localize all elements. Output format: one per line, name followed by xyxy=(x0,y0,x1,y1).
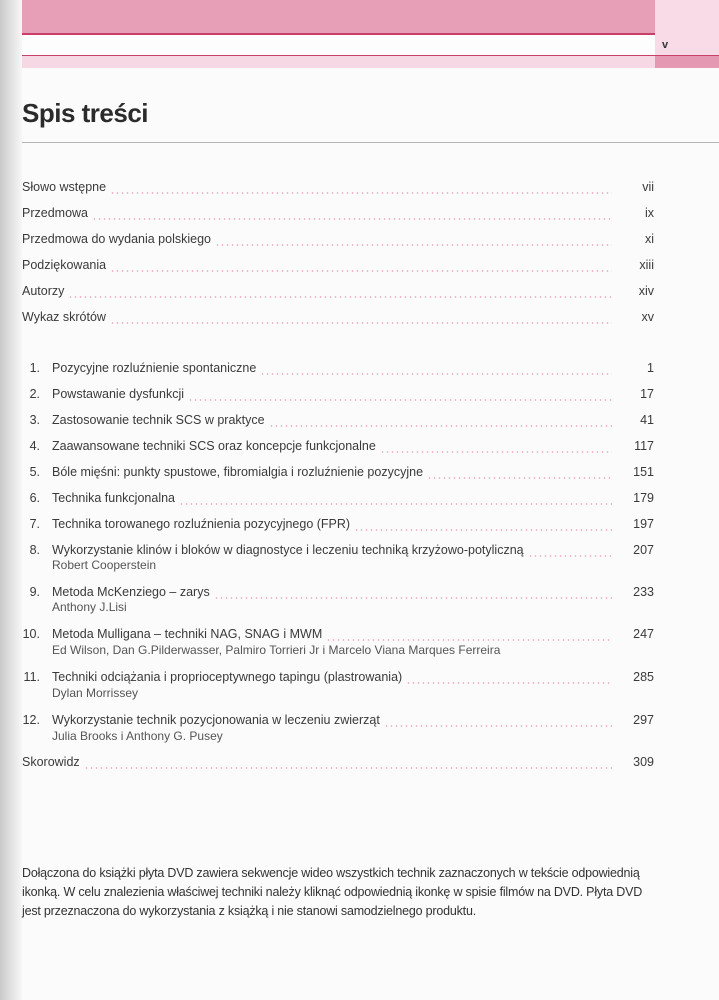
leader-dots xyxy=(528,555,612,557)
page-number: v xyxy=(662,39,669,51)
chapter-author: Dylan Morrissey xyxy=(52,686,139,700)
chapter-number: 7. xyxy=(29,517,40,531)
entry-label: Przedmowa xyxy=(22,206,88,220)
leader-dots xyxy=(326,639,612,641)
entry-label: Autorzy xyxy=(22,284,65,298)
chapter-number: 5. xyxy=(29,465,40,479)
chapter-page: 285 xyxy=(633,670,654,684)
chapter-number: 6. xyxy=(29,491,40,505)
entry-page: xv xyxy=(641,310,654,324)
chapter-page: 297 xyxy=(633,713,654,727)
chapter-title: Technika torowanego rozluźnienia pozycyjnego (FPR) xyxy=(52,517,351,531)
chapter-number: 10. xyxy=(22,627,40,641)
entry-page: vii xyxy=(642,180,654,194)
chapter-page: 179 xyxy=(633,491,654,505)
chapter-page: 197 xyxy=(633,517,654,531)
dvd-note: Dołączona do książki płyta DVD zawiera sekwencje wideo wszystkich technik zaznaczonych w tekście odpowiednią ikonką. W celu znalezienia właściwej techniki należy kliknąć odpowiednią ikonkę w spisie filmów na DVD. Płyta DVD jest przeznaczona do wykorzystania z książką i nie stanowi samodzielnego produktu. xyxy=(22,866,643,918)
chapter-page: 17 xyxy=(640,387,654,401)
entry-page: xiii xyxy=(639,258,654,272)
chapter-page: 207 xyxy=(633,543,654,557)
chapter-number: 11. xyxy=(23,670,40,684)
entry-page: ix xyxy=(644,206,654,220)
chapter-number: 3. xyxy=(29,413,40,427)
entry-label: Przedmowa do wydania polskiego xyxy=(22,232,211,246)
chapter-page: 233 xyxy=(633,585,654,599)
chapter-entry[interactable] xyxy=(22,387,654,405)
chapter-title: Techniki odciążania i proprioceptywnego tapingu (plastrowania) xyxy=(52,670,403,684)
chapter-title: Bóle mięśni: punkty spustowe, fibromialgia i rozluźnienie pozycyjne xyxy=(52,465,424,479)
entry-label: Wykaz skrótów xyxy=(22,310,106,324)
chapter-number: 8. xyxy=(29,543,40,557)
leader-dots xyxy=(92,218,612,220)
chapter-entry[interactable] xyxy=(22,517,654,535)
chapter-page: 1 xyxy=(647,361,654,375)
chapter-author: Julia Brooks i Anthony G. Pusey xyxy=(52,729,223,743)
header-band xyxy=(22,0,655,34)
entry-page: xiv xyxy=(638,284,654,298)
entry-label: Podziękowania xyxy=(22,258,107,272)
chapter-number: 2. xyxy=(29,387,40,401)
leader-dots xyxy=(354,529,612,531)
chapter-title: Pozycyjne rozluźnienie spontaniczne xyxy=(52,361,257,375)
leader-dots xyxy=(260,373,612,375)
toc-entry[interactable] xyxy=(22,258,654,276)
leader-dots xyxy=(384,725,612,727)
chapter-title: Zastosowanie technik SCS w praktyce xyxy=(52,413,265,427)
leader-dots xyxy=(179,503,612,505)
leader-dots xyxy=(427,477,612,479)
chapter-entry[interactable] xyxy=(22,413,654,431)
entry-label: Słowo wstępne xyxy=(22,180,107,194)
chapter-number: 12. xyxy=(22,713,40,727)
chapter-author: Robert Cooperstein xyxy=(52,558,157,572)
chapter-title: Powstawanie dysfunkcji xyxy=(52,387,185,401)
header-strip xyxy=(22,35,655,55)
chapter-title: Metoda Mulligana – techniki NAG, SNAG i MWM xyxy=(52,627,323,641)
chapter-number: 9. xyxy=(29,585,40,599)
leader-dots xyxy=(84,767,612,769)
chapter-title: Zaawansowane techniki SCS oraz koncepcje funkcjonalne xyxy=(52,439,376,453)
chapter-page: 151 xyxy=(633,465,654,479)
leader-dots xyxy=(68,296,612,298)
title-rule xyxy=(22,142,719,143)
chapter-title: Wykorzystanie klinów i bloków w diagnostyce i leczeniu techniką krzyżowo-potyliczną xyxy=(52,543,524,557)
toc-entry[interactable] xyxy=(22,232,654,250)
toc-entry[interactable] xyxy=(22,180,654,198)
header-corner-bottom xyxy=(655,56,719,68)
entry-page: 309 xyxy=(633,755,654,769)
leader-dots xyxy=(110,192,612,194)
leader-dots xyxy=(188,399,612,401)
entry-label: Skorowidz xyxy=(22,755,80,769)
header-lower-band xyxy=(22,56,655,68)
chapter-author: Anthony J.Lisi xyxy=(52,600,127,614)
leader-dots xyxy=(215,244,612,246)
chapter-entry[interactable] xyxy=(22,491,654,509)
leader-dots xyxy=(406,682,612,684)
chapter-title: Technika funkcjonalna xyxy=(52,491,175,505)
chapter-author: Ed Wilson, Dan G.Pilderwasser, Palmiro Torrieri Jr i Marcelo Viana Marques Ferreira xyxy=(52,643,501,657)
page-gutter-shadow xyxy=(0,0,22,1000)
chapter-page: 247 xyxy=(633,627,654,641)
chapter-title: Metoda McKenziego – zarys xyxy=(52,585,210,599)
leader-dots xyxy=(110,270,612,272)
chapter-entry[interactable] xyxy=(22,439,654,457)
chapter-entry[interactable] xyxy=(22,361,654,379)
index-entry[interactable] xyxy=(22,755,654,773)
leader-dots xyxy=(110,322,612,324)
toc-entry[interactable] xyxy=(22,284,654,302)
chapter-page: 41 xyxy=(640,413,654,427)
leader-dots xyxy=(214,597,612,599)
leader-dots xyxy=(269,425,612,427)
leader-dots xyxy=(380,451,612,453)
page-title: Spis treści xyxy=(22,98,149,128)
chapter-page: 117 xyxy=(634,439,654,453)
toc-entry[interactable] xyxy=(22,206,654,224)
chapter-entry[interactable] xyxy=(22,465,654,483)
chapter-number: 1. xyxy=(29,361,40,375)
chapter-title: Wykorzystanie technik pozycjonowania w leczeniu zwierząt xyxy=(52,713,380,727)
toc-entry[interactable] xyxy=(22,310,654,328)
chapter-number: 4. xyxy=(29,439,40,453)
entry-page: xi xyxy=(644,232,654,246)
